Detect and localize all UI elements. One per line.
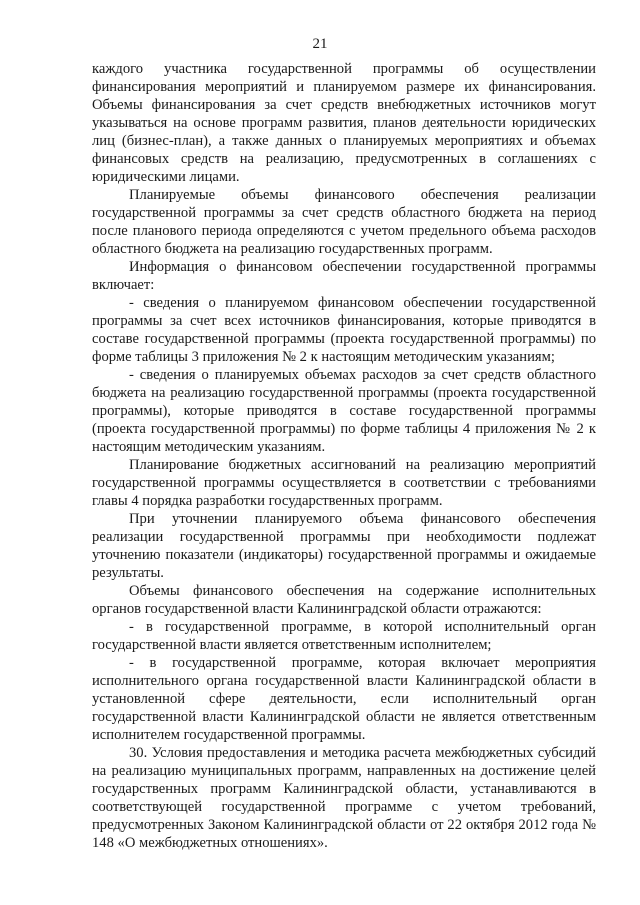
- list-item: - в государственной программе, которая включает мероприятия исполнительного органа государственной власти Калининградской области в установленной сфере деятельности, если исполнительный орган государственной власти Калининградской области не является ответственным исполнителем государственной программы.: [92, 655, 596, 743]
- paragraph: При уточнении планируемого объема финансового обеспечения реализации государственной программы при необходимости подлежат уточнению показатели (индикаторы) государственной программы и ожидаемые результаты.: [92, 511, 596, 581]
- page-number: 21: [312, 36, 328, 52]
- paragraph: Планирование бюджетных ассигнований на реализацию мероприятий государственной программы осуществляется в соответствии с требованиями главы 4 порядка разработки государственных программ.: [92, 457, 596, 509]
- paragraph: Объемы финансового обеспечения на содержание исполнительных органов государственной власти Калининградской области отражаются:: [92, 583, 596, 617]
- paragraph: каждого участника государственной программы об осуществлении финансирования мероприятий и планируемом размере их финансирования. Объемы финансирования за счет средств внебюджетных источников могут указываться на основе программ развития, планов деятельности юридических лиц (бизнес-план), а также данных о планируемых мероприятиях и объемах финансовых средств на реализацию, предусмотренных в соглашениях с юридическими лицами.: [92, 61, 596, 185]
- list-item: - в государственной программе, в которой исполнительный орган государственной власти является ответственным исполнителем;: [92, 619, 596, 653]
- list-item: - сведения о планируемых объемах расходов за счет средств областного бюджета на реализацию государственной программы (проекта государственной программы), которые приводятся в составе государственной программы (проекта государственной программы) по форме таблицы 4 приложения № 2 к настоящим методическим указаниям.: [92, 367, 596, 455]
- document-body: [92, 60, 596, 852]
- numbered-clause: 30. Условия предоставления и методика расчета межбюджетных субсидий на реализацию муниципальных программ, направленных на достижение целей государственных программ Калининградской области, устанавливаются в соответствующей государственной программе с учетом требований, предусмотренных Законом Калининградской области от 22 октября 2012 года № 148 «О межбюджетных отношениях».: [92, 745, 596, 851]
- list-item: - сведения о планируемом финансовом обеспечении государственной программы за счет всех источников финансирования, которые приводятся в составе государственной программы (проекта государственной программы) по форме таблицы 3 приложения № 2 к настоящим методическим указаниям;: [92, 295, 596, 365]
- paragraph: Информация о финансовом обеспечении государственной программы включает:: [92, 259, 596, 293]
- paragraph: Планируемые объемы финансового обеспечения реализации государственной программы за счет средств областного бюджета на период после планового периода определяются с учетом предельного объема расходов областного бюджета на реализацию государственных программ.: [92, 187, 596, 257]
